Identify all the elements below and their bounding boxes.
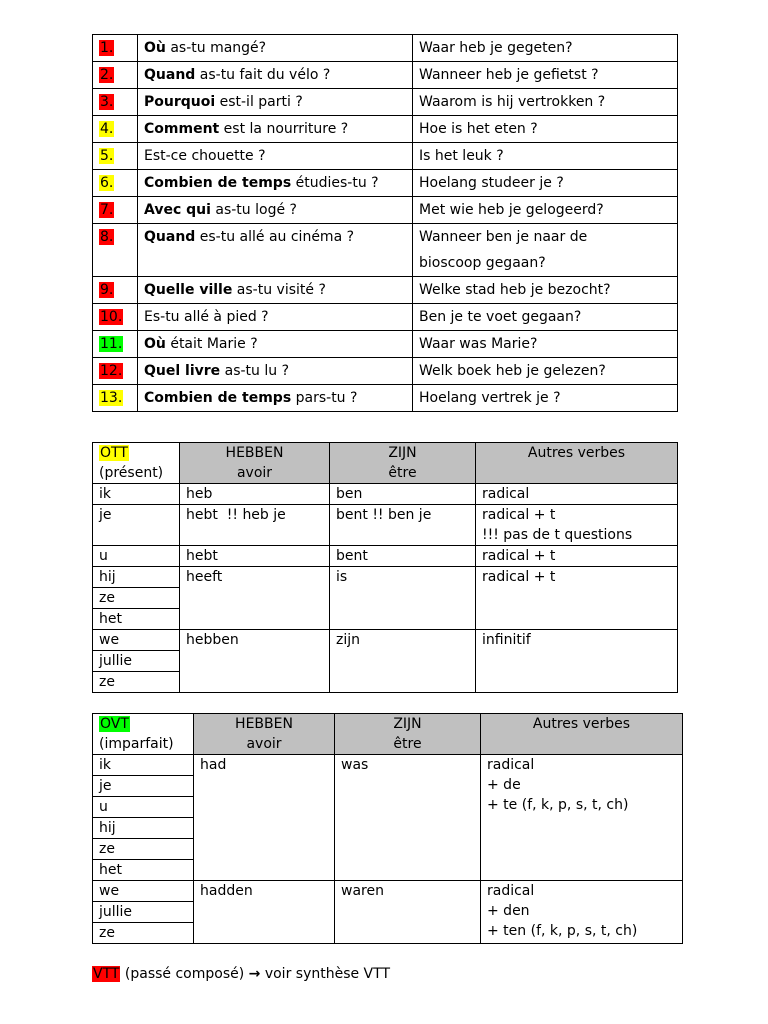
question-dutch — [413, 331, 678, 358]
question-dutch — [413, 197, 678, 224]
ott-we-zijn: zijn — [330, 630, 476, 693]
question-keyword: Comment — [144, 121, 220, 137]
question-french — [138, 331, 413, 358]
ovt-pron-het: het — [93, 860, 194, 881]
question-rest: as-tu logé ? — [210, 202, 297, 218]
question-dutch-text: Wanneer heb je gefietst ? — [419, 67, 599, 83]
question-row — [93, 89, 678, 116]
question-keyword: Combien de temps — [144, 175, 292, 191]
question-keyword: Avec qui — [144, 202, 211, 218]
question-dutch — [413, 385, 678, 412]
question-row — [93, 304, 678, 331]
ott-je-hebben: hebt !! heb je — [180, 505, 330, 546]
questions-table — [92, 34, 678, 412]
vtt-link-text: voir synthèse VTT — [260, 966, 390, 982]
ott-u-zijn: bent — [330, 546, 476, 567]
ovt-pron-ze: ze — [93, 839, 194, 860]
ovt-pron-hij: hij — [93, 818, 194, 839]
question-keyword: Pourquoi — [144, 94, 216, 110]
question-french — [138, 62, 413, 89]
ott-u-autres: radical + t — [476, 546, 678, 567]
ott-je-zijn: bent !! ben je — [330, 505, 476, 546]
ovt-header-hebben: HEBBEN avoir — [194, 714, 335, 755]
question-dutch — [413, 89, 678, 116]
ovt-header-zijn: ZIJN être — [335, 714, 481, 755]
question-french — [138, 116, 413, 143]
question-row — [93, 358, 678, 385]
ott-pron-hij: hij — [93, 567, 180, 588]
question-rest: es-tu allé au cinéma ? — [195, 229, 355, 245]
question-dutch — [413, 304, 678, 331]
ovt-sub: (imparfait) — [99, 736, 174, 752]
ott-header-autres: Autres verbes — [476, 443, 678, 484]
ott-u-hebben: hebt — [180, 546, 330, 567]
question-number-cell — [93, 197, 138, 224]
ovt-pl-hebben: hadden — [194, 881, 335, 944]
question-dutch — [413, 35, 678, 62]
question-dutch — [413, 170, 678, 197]
ott-pron-ik: ik — [93, 484, 180, 505]
question-dutch-text: Wanneer ben je naar de — [419, 229, 588, 245]
question-dutch — [413, 277, 678, 304]
question-row — [93, 143, 678, 170]
ott-header-zijn: ZIJN être — [330, 443, 476, 484]
ott-label: OTT — [100, 445, 128, 461]
question-number: 4. — [100, 121, 114, 137]
ott-hij-zijn: is — [330, 567, 476, 630]
question-rest: Est-ce chouette ? — [144, 148, 266, 164]
question-dutch-text: Waarom is hij vertrokken ? — [419, 94, 606, 110]
ott-pron-ze: ze — [93, 588, 180, 609]
question-number: 9. — [100, 282, 114, 298]
question-number: 8. — [100, 229, 114, 245]
ovt-pron-jullie: jullie — [93, 902, 194, 923]
question-dutch-text: Is het leuk ? — [419, 148, 504, 164]
question-number-cell — [93, 224, 138, 277]
question-number-cell — [93, 385, 138, 412]
ovt-label: OVT — [100, 716, 129, 732]
question-dutch — [413, 358, 678, 385]
question-rest: est la nourriture ? — [219, 121, 349, 137]
question-french — [138, 277, 413, 304]
ovt-pron-we: we — [93, 881, 194, 902]
question-number-cell — [93, 35, 138, 62]
question-row — [93, 62, 678, 89]
ott-je-autres: radical + t !!! pas de t questions — [476, 505, 678, 546]
question-dutch-text: Welk boek heb je gelezen? — [419, 363, 606, 379]
ovt-label-cell — [93, 714, 194, 755]
question-number-cell — [93, 331, 138, 358]
question-dutch-text: Met wie heb je gelogeerd? — [419, 202, 604, 218]
question-rest: as-tu fait du vélo ? — [195, 67, 331, 83]
question-dutch — [413, 116, 678, 143]
ott-ik-zijn: ben — [330, 484, 476, 505]
vtt-desc: (passé composé) — [120, 966, 249, 982]
question-rest: Es-tu allé à pied ? — [144, 309, 269, 325]
ott-ik-hebben: heb — [180, 484, 330, 505]
ott-pron-ze-pl: ze — [93, 672, 180, 693]
question-rest: pars-tu ? — [291, 390, 358, 406]
question-number: 7. — [100, 202, 114, 218]
question-number-cell — [93, 89, 138, 116]
question-keyword: Combien de temps — [144, 390, 292, 406]
question-french — [138, 385, 413, 412]
ovt-sg-autres: radical + de + te (f, k, p, s, t, ch) — [481, 755, 683, 881]
question-dutch — [413, 143, 678, 170]
ott-we-hebben: hebben — [180, 630, 330, 693]
question-number: 3. — [100, 94, 114, 110]
arrow-right-icon: → — [248, 966, 261, 982]
question-dutch-text: Hoelang studeer je ? — [419, 175, 564, 191]
question-dutch-text: Welke stad heb je bezocht? — [419, 282, 611, 298]
question-french — [138, 197, 413, 224]
question-french — [138, 224, 413, 277]
ott-table — [92, 442, 678, 693]
ovt-pron-ik: ik — [93, 755, 194, 776]
ovt-sg-hebben: had — [194, 755, 335, 881]
question-dutch-text: Hoelang vertrek je ? — [419, 390, 561, 406]
question-row — [93, 35, 678, 62]
question-number-cell — [93, 170, 138, 197]
question-keyword: Quelle ville — [144, 282, 233, 298]
question-rest: as-tu visité ? — [232, 282, 326, 298]
question-dutch-text: Ben je te voet gegaan? — [419, 309, 582, 325]
question-dutch — [413, 62, 678, 89]
question-rest: étudies-tu ? — [291, 175, 379, 191]
ovt-pron-u: u — [93, 797, 194, 818]
ovt-table — [92, 713, 683, 944]
question-row — [93, 277, 678, 304]
question-number-cell — [93, 304, 138, 331]
ott-we-autres: infinitif — [476, 630, 678, 693]
question-keyword: Quand — [144, 229, 196, 245]
question-row — [93, 224, 678, 277]
question-number: 13. — [100, 390, 123, 406]
ovt-pron-je: je — [93, 776, 194, 797]
question-row — [93, 197, 678, 224]
question-dutch — [413, 224, 678, 277]
ott-header-hebben: HEBBEN avoir — [180, 443, 330, 484]
question-rest: était Marie ? — [165, 336, 258, 352]
question-rest: est-il parti ? — [215, 94, 303, 110]
question-french — [138, 143, 413, 170]
question-number: 12. — [100, 363, 123, 379]
ott-hij-hebben: heeft — [180, 567, 330, 630]
question-french — [138, 304, 413, 331]
ott-label-cell — [93, 443, 180, 484]
question-row — [93, 385, 678, 412]
ovt-pl-autres: radical + den + ten (f, k, p, s, t, ch) — [481, 881, 683, 944]
question-number: 5. — [100, 148, 114, 164]
question-dutch-text-2: bioscoop gegaan? — [419, 255, 546, 271]
question-french — [138, 358, 413, 385]
question-french — [138, 170, 413, 197]
question-number: 2. — [100, 67, 114, 83]
ott-pron-het: het — [93, 609, 180, 630]
question-number-cell — [93, 358, 138, 385]
question-number-cell — [93, 277, 138, 304]
ovt-pl-zijn: waren — [335, 881, 481, 944]
ott-ik-autres: radical — [476, 484, 678, 505]
ott-pron-jullie: jullie — [93, 651, 180, 672]
ovt-pron-ze-pl: ze — [93, 923, 194, 944]
question-rest: as-tu mangé? — [165, 40, 267, 56]
question-keyword: Quel livre — [144, 363, 221, 379]
question-row — [93, 116, 678, 143]
ovt-sg-zijn: was — [335, 755, 481, 881]
question-number: 6. — [100, 175, 114, 191]
question-number-cell — [93, 62, 138, 89]
question-keyword: Où — [144, 40, 166, 56]
vtt-label: VTT — [93, 966, 120, 982]
question-number-cell — [93, 143, 138, 170]
question-keyword: Où — [144, 336, 166, 352]
question-number: 11. — [100, 336, 123, 352]
question-number: 10. — [100, 309, 123, 325]
question-keyword: Quand — [144, 67, 196, 83]
ott-sub: (présent) — [99, 465, 164, 481]
question-row — [93, 331, 678, 358]
ott-pron-we: we — [93, 630, 180, 651]
question-number: 1. — [100, 40, 114, 56]
ott-pron-je: je — [93, 505, 180, 546]
footer-note — [92, 963, 390, 985]
ovt-header-autres: Autres verbes — [481, 714, 683, 755]
question-rest: as-tu lu ? — [220, 363, 290, 379]
ott-pron-u: u — [93, 546, 180, 567]
question-number-cell — [93, 116, 138, 143]
question-french — [138, 89, 413, 116]
question-dutch-text: Waar heb je gegeten? — [419, 40, 573, 56]
question-dutch-text: Waar was Marie? — [419, 336, 538, 352]
question-french — [138, 35, 413, 62]
ott-hij-autres: radical + t — [476, 567, 678, 630]
question-row — [93, 170, 678, 197]
question-dutch-text: Hoe is het eten ? — [419, 121, 538, 137]
